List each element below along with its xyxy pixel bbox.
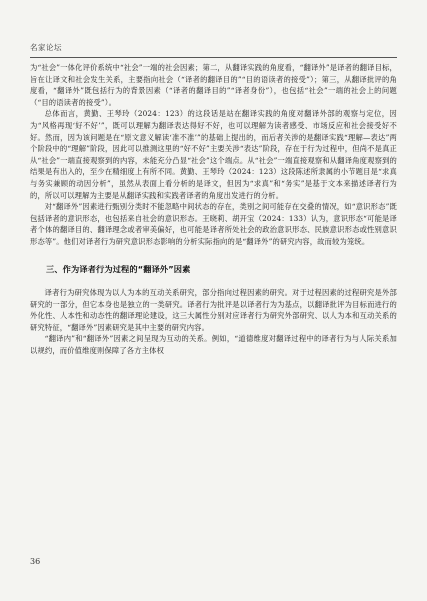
paragraph: 总体而言，黄勤、王琴玲（2024：123）的这段话是站在翻译实践的角度对翻译外部的观察与定位，因为“风格再现‘好不好’”，既可以理解为翻译表达得好不好，也可以理解为读者感受、市场反应和社会接受好不好。然而，因为该问题是在“原文意义解读‘准不准’”的基础上提出的，而后者关涉的是翻译实践“理解—表达”两个阶段中的“理解”阶段，因此可以推测这里的“好不好”主要关涉“表达”阶段，存在于行为过程中，但尚不是真正从“社会”一端直接观察到的内容，未能充分凸显“社会”这个端点。从“社会”一端直接观察和从翻译角度观察到的结果是有出入的，至少在精细度上有所不同。黄勤、王琴玲（2024：123）这段陈述所隶属的小节题目是“求真与务实兼顾的动因分析”，虽然从表面上看分析的是译文，但因为“求真”和“务实”是基于文本来描述译者行为的，所以可以理解为主要是从翻译实践和实践者译者的角度出发进行的分析。: [30, 109, 397, 200]
paragraph: 对“翻译外”因素进行甄别分类时不能忽略中间状态的存在，类别之间可能存在交叠的情况，如“意识形态”既包括译者的意识形态，也包括来自社会的意识形态。王晓莉、胡开宝（2024：133）认为，意识形态“可能是译者个体的翻译目的、翻译理念或者审美偏好，也可能是译者所处社会的政治意识形态、民族意识形态或性别意识形态等”。他们对译者行为研究意识形态影响的分析实际指向的是“翻译外”的研究内容，故而较为笼统。: [30, 202, 397, 246]
article-body: [30, 62, 397, 357]
running-header: 名家论坛: [30, 43, 62, 52]
paragraph-continuation: 为“社会”一体化评价系统中“社会”一端的社会因素；第二，从翻译实践的角度看，“翻译外”是译者的翻译目标，旨在让译文和社会发生关系，主要指向社会（“译者的翻译目的”“目的语读者的接受”）；第三，从翻译批评的角度看，“翻译外”既包括行为的背景因素（“译者的翻译目的”“译者身份”），也包括“社会”一端的社会上的问题（“目的语读者的接受”）。: [30, 63, 397, 107]
paragraph: “翻译内”和“翻译外”因素之间呈现为互动的关系。例如，“道德维度对翻译过程中的译者行为与人际关系加以规约，而价值维度则保障了各方主体权: [30, 334, 397, 356]
section-heading: 三、作为译者行为过程的“翻译外”因素: [46, 263, 191, 274]
paragraph: 译者行为研究体现为以人为本的互动关系研究，部分指向过程因素的研究。对于过程因素的过程研究是外部研究的一部分，但它本身也是独立的一类研究。译者行为批评是以译者行为为基点，以翻译批评为目标而进行的外化性、人本性和动态性的翻译理论建设，这三大属性分别对应译者行为研究外部研究、以人为本和互动关系的研究特征，“翻译外”因素研究是其中主要的研究内容。: [30, 288, 397, 332]
page-number: 36: [30, 557, 41, 566]
header-divider: [30, 57, 397, 58]
